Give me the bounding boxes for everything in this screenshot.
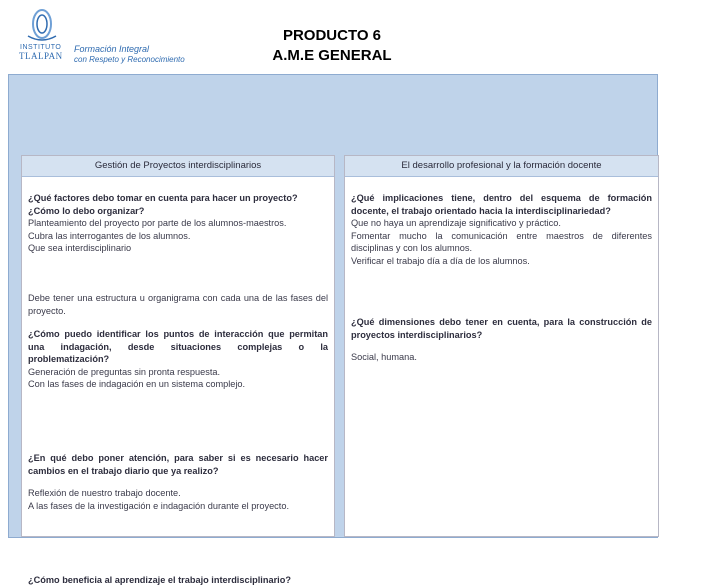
question-text: ¿Qué dimensiones debo tener en cuenta, para la construcción de proyectos interdisciplinarios? xyxy=(351,317,652,340)
answer-text: A las fases de la investigación e indagación durante el proyecto. xyxy=(28,500,289,511)
answer-text: Social, humana. xyxy=(351,352,417,363)
left-column-header: Gestión de Proyectos interdisciplinarios xyxy=(22,156,334,177)
question-text: ¿Qué implicaciones tiene, dentro del esquema de formación docente, el trabajo orientado hacia la interdisciplinariedad? xyxy=(351,193,652,216)
answer-text: Reflexión de nuestro trabajo docente. xyxy=(28,488,181,499)
logo-emblem-icon xyxy=(16,6,72,46)
answer-text: Con las fases de indagación en un sistema complejo. xyxy=(28,379,246,390)
answer-text: Que sea interdisciplinario xyxy=(28,243,132,254)
logo-tagline-1: Formación Integral xyxy=(74,44,150,54)
title-line-2: A.M.E GENERAL xyxy=(272,47,392,64)
left-block-3 xyxy=(28,328,328,391)
logo-institute-text: INSTITUTO xyxy=(20,44,62,51)
answer-text: Verificar el trabajo día a día de los alumnos. xyxy=(351,255,530,266)
question-text: ¿Qué factores debo tomar en cuenta para hacer un proyecto? xyxy=(28,193,298,203)
institute-logo xyxy=(16,6,216,70)
right-block-2 xyxy=(351,316,652,364)
right-block-1 xyxy=(351,192,652,268)
answer-text: Que no haya un aprendizaje significativo y práctico. xyxy=(351,218,561,229)
right-column-header: El desarrollo profesional y la formación docente xyxy=(345,156,658,177)
question-text: ¿En qué debo poner atención, para saber si es necesario hacer cambios en el trabajo diario que ya realizo? xyxy=(28,453,328,476)
answer-text: Cubra las interrogantes de los alumnos. xyxy=(28,230,191,241)
question-text: ¿Cómo puedo identificar los puntos de interacción que permitan una indagación, desde situaciones complejas o la problematización? xyxy=(28,329,328,365)
page-title xyxy=(232,26,432,66)
logo-tagline-2: con Respeto y Reconocimiento xyxy=(74,55,185,64)
left-block-2 xyxy=(28,292,328,317)
title-line-1: PRODUCTO 6 xyxy=(282,27,382,44)
left-block-4 xyxy=(28,452,328,512)
logo-name-text: TLALPAN xyxy=(19,51,63,61)
answer-text: Generación de preguntas sin pronta respuesta. xyxy=(28,366,221,377)
right-column xyxy=(344,155,659,537)
answer-text: Planteamiento del proyecto por parte de los alumnos-maestros. xyxy=(28,218,287,229)
answer-text: Debe tener una estructura u organigrama con cada una de las fases del proyecto. xyxy=(28,293,328,316)
left-column xyxy=(21,155,335,585)
answer-text: Fomentar mucho la comunicación entre maestros de diferentes disciplinas y con los alumnos. xyxy=(351,230,652,254)
left-block-1 xyxy=(28,192,328,255)
question-text: ¿Cómo lo debo organizar? xyxy=(28,205,145,216)
content-frame xyxy=(8,74,658,585)
left-block-5 xyxy=(28,574,328,587)
question-text: ¿Cómo beneficia al aprendizaje el trabajo interdisciplinario? xyxy=(28,575,291,585)
